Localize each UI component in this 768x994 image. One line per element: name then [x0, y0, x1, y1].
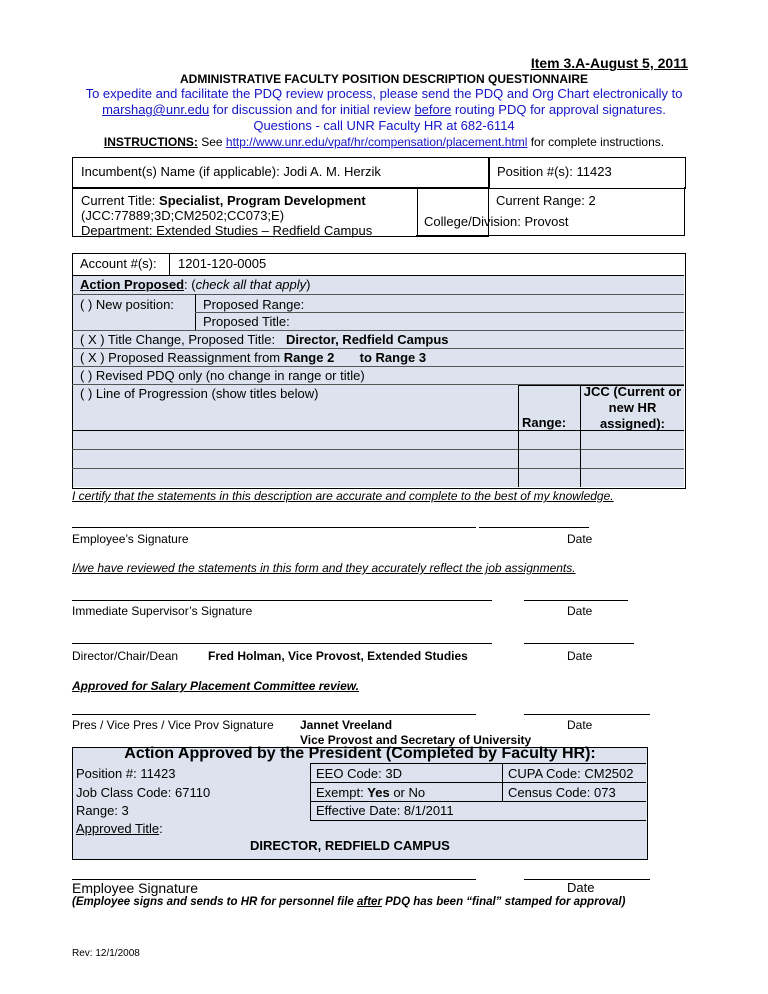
approval-heading: Action Approved by the President (Completed by Faculty HR):	[124, 745, 596, 762]
supervisor-signature-label: Immediate Supervisor’s Signature	[72, 604, 253, 618]
form-title: ADMINISTRATIVE FACULTY POSITION DESCRIPTION QUESTIONNAIRE	[179, 72, 589, 86]
pres-title: Vice Provost and Secretary of University	[300, 733, 532, 747]
account-number: 1201-120-0005	[178, 256, 267, 271]
date-label: Date	[567, 604, 593, 618]
item-number: Item 3.A-August 5, 2011	[530, 55, 688, 71]
incumbent-name: Jodi A. M. Herzik	[283, 164, 381, 179]
reassignment-option[interactable]: ( X ) Proposed Reassignment from Range 2 to Range 3	[80, 350, 427, 365]
director-signature-label: Director/Chair/Dean	[72, 649, 179, 663]
incumbent-box: Incumbent(s) Name (if applicable): Jodi A. M. Herzik	[72, 157, 490, 189]
title-change-option[interactable]: ( X ) Title Change, Proposed Title: Director, Redfield Campus	[80, 332, 449, 347]
range-column-header: Range:	[522, 415, 567, 430]
date-label: Date	[567, 718, 593, 732]
employee-signature-label: Employee’s Signature	[72, 532, 189, 546]
revision-date: Rev: 12/1/2008	[72, 948, 140, 959]
final-note: (Employee signs and sends to HR for personnel file after PDQ has been “final” stamped for approval)	[72, 896, 626, 908]
certify-statement: I certify that the statements in this description are accurate and complete to the best of my knowledge.	[72, 489, 614, 503]
position-box: Position #(s): 11423	[488, 157, 686, 189]
account-row: Account #(s): 1201-120-0005	[72, 253, 684, 276]
email-link[interactable]: marshag@unr.edu	[102, 102, 210, 117]
pres-name: Jannet Vreeland	[300, 718, 393, 732]
intro-text: To expedite and facilitate the PDQ review process, please send the PDQ and Org Chart electronically to marshag@unr.edu for discussion and for initial review before routing PDQ for approval signatures. Questions - call UNR Faculty HR at 682-6114	[85, 86, 683, 133]
date-label: Date	[567, 532, 593, 546]
instructions: INSTRUCTIONS: See http://www.unr.edu/vpaf/hr/compensation/placement.html for complete instructions.	[103, 135, 665, 149]
approved-for-review: Approved for Salary Placement Committee review.	[72, 679, 359, 693]
progression-option[interactable]: ( ) Line of Progression (show titles below)	[80, 386, 319, 401]
current-range-box: Current Range: 2	[488, 187, 685, 217]
date-label: Date	[567, 880, 595, 895]
instructions-link[interactable]: http://www.unr.edu/vpaf/hr/compensation/placement.html	[225, 135, 528, 149]
action-proposed-label: Action Proposed: (check all that apply)	[80, 277, 311, 292]
college-box: College/Division: Provost	[416, 217, 685, 236]
approved-title: DIRECTOR, REDFIELD CAMPUS	[250, 838, 450, 853]
date-label: Date	[567, 649, 593, 663]
reviewed-statement: I/we have reviewed the statements in this form and they accurately reflect the job assignments.	[72, 561, 576, 575]
pres-signature-label: Pres / Vice Pres / Vice Prov Signature	[72, 718, 274, 732]
revised-option[interactable]: ( ) Revised PDQ only (no change in range or title)	[80, 368, 365, 383]
jcc-column-header: JCC (Current or new HR assigned):	[583, 384, 682, 431]
employee-signature-label-2: Employee Signature	[72, 880, 199, 896]
new-position-option[interactable]: ( ) New position:	[80, 297, 174, 312]
director-name: Fred Holman, Vice Provost, Extended Studies	[208, 649, 468, 663]
current-title-box: Current Title: Specialist, Program Development (JCC:77889;3D;CM2502;CC073;E) Department: Extended Studies – Redfield Campus	[72, 187, 418, 237]
